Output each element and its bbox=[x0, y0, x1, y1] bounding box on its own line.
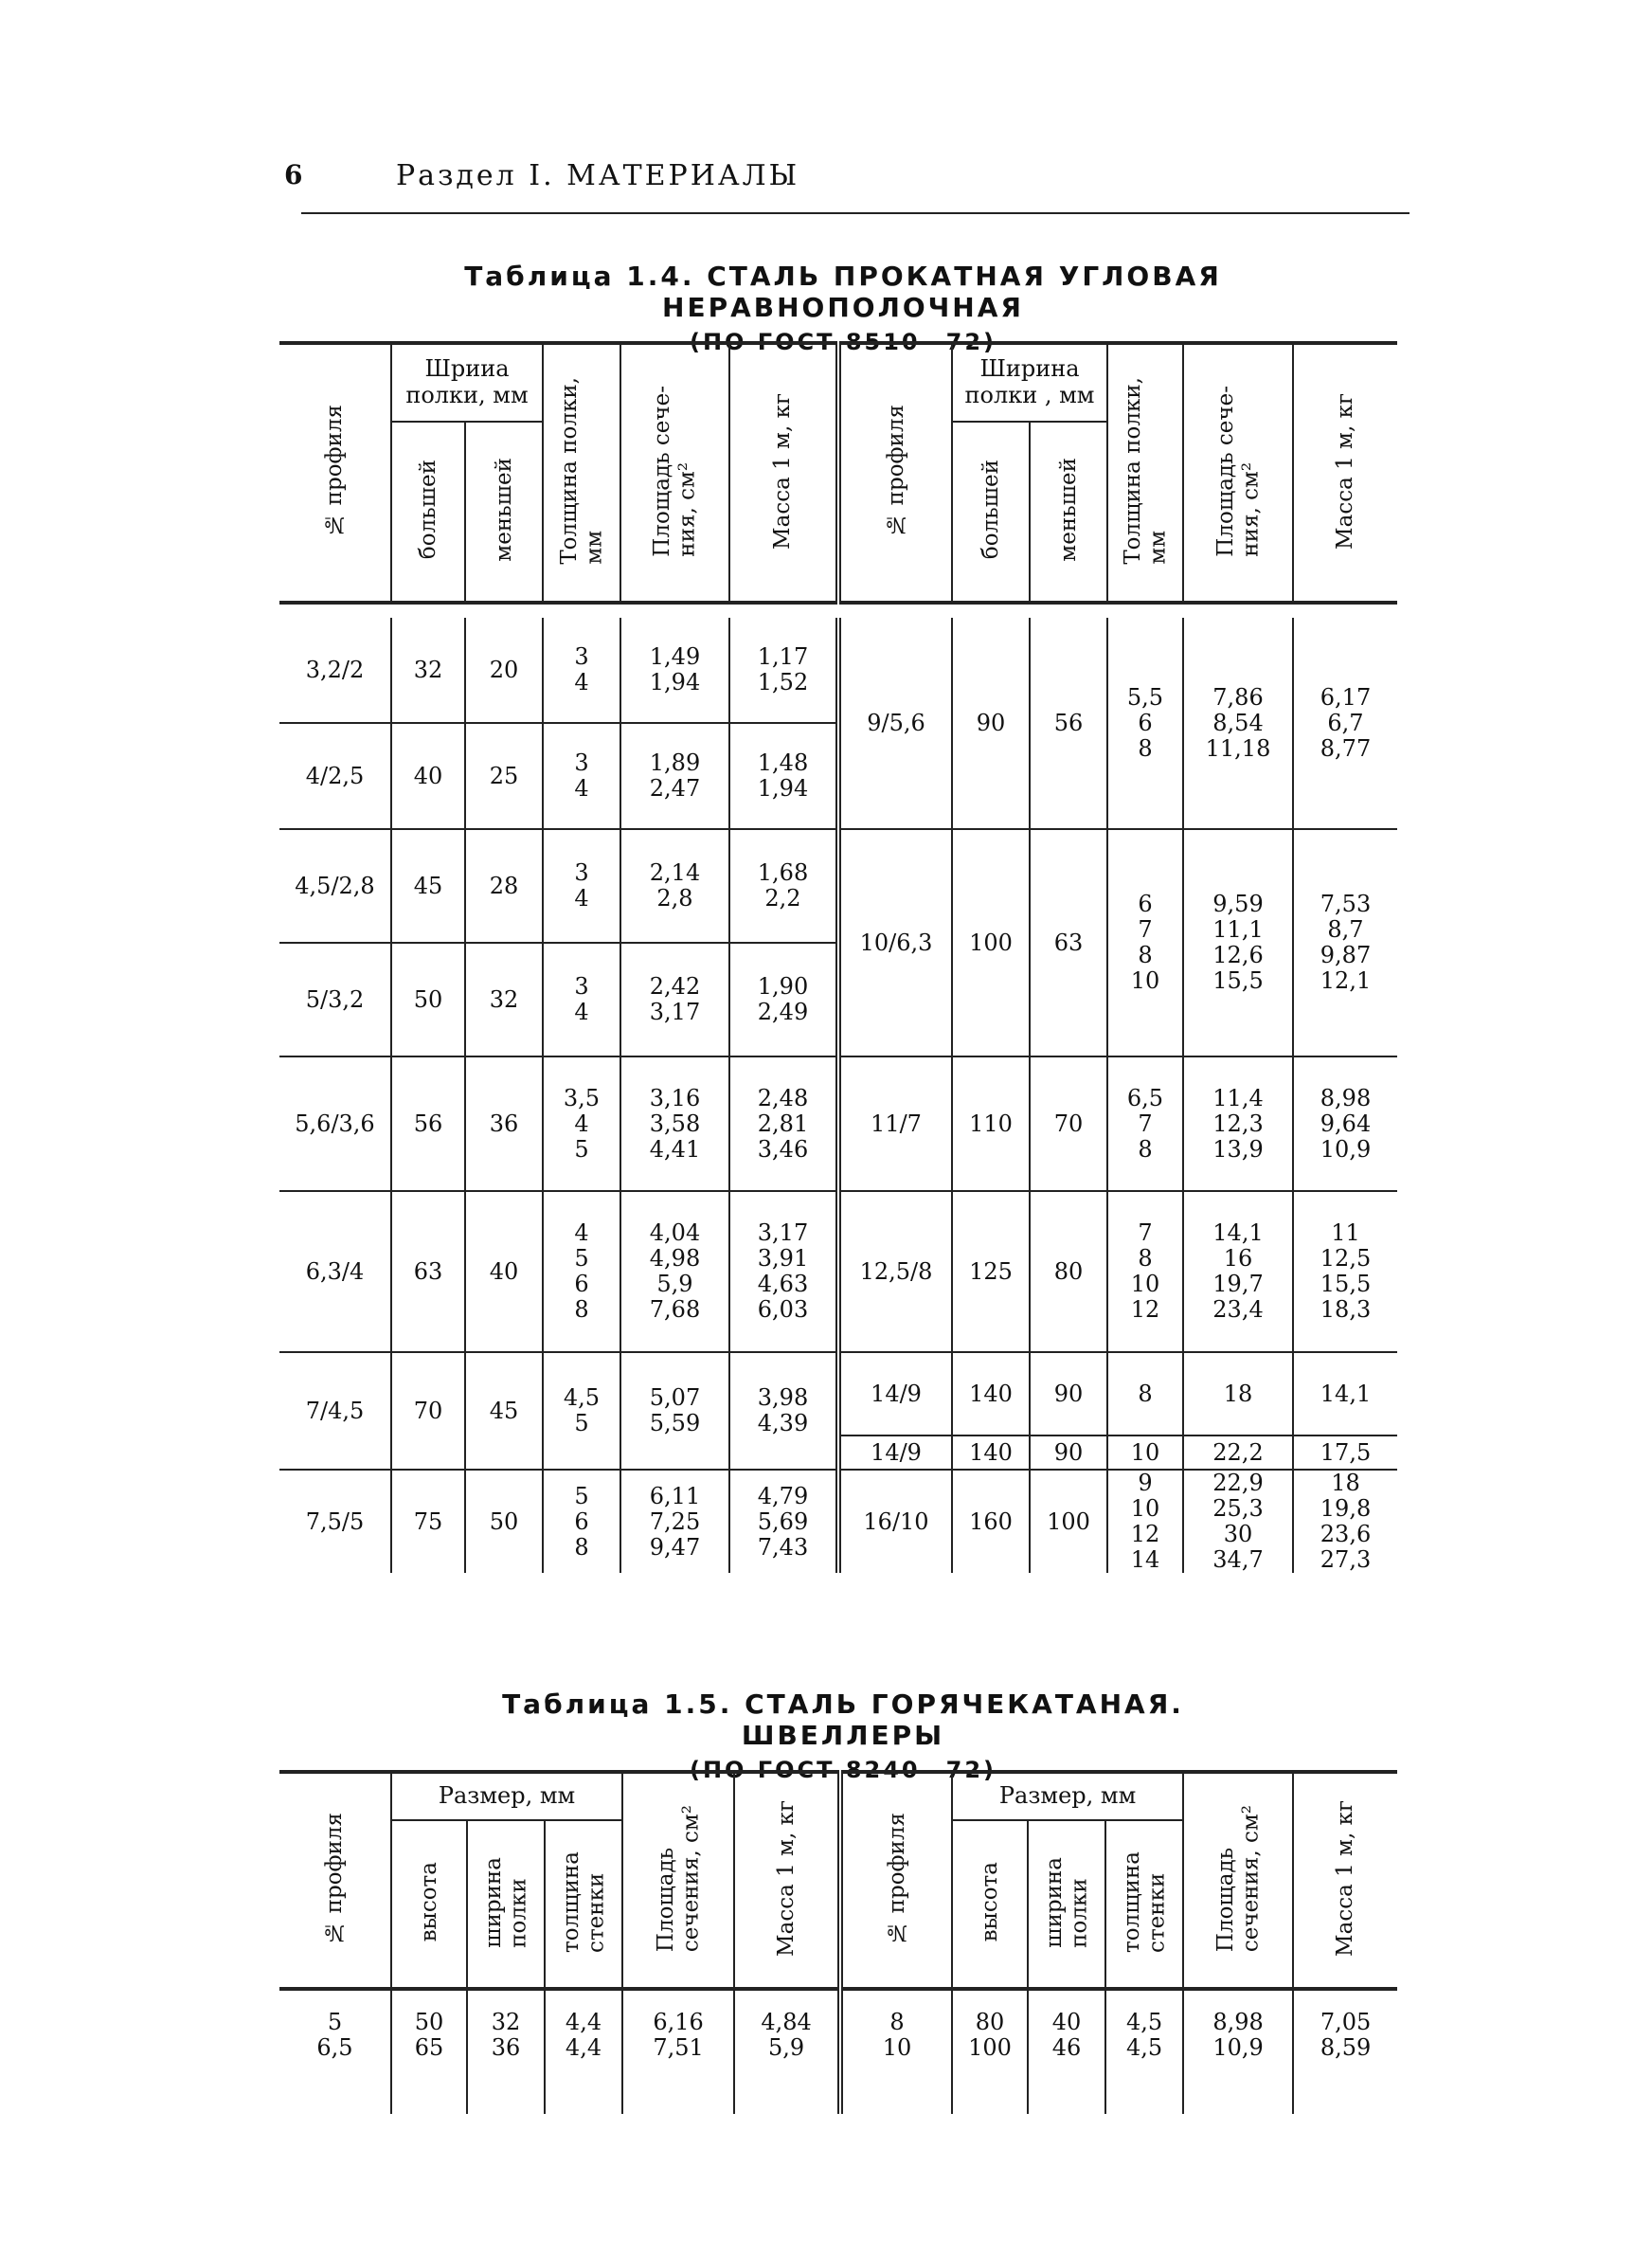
running-title: Раздел I. МАТЕРИАЛЫ bbox=[396, 159, 800, 192]
table-1-5-caption bbox=[417, 1688, 1269, 1783]
t15-header-area-right: Площадь сечения, см² bbox=[1183, 1772, 1293, 1989]
header-rule bbox=[301, 212, 1410, 214]
t15-header-size-right: Размер, мм bbox=[952, 1772, 1183, 1820]
header-mass: Масса 1 м, кг bbox=[729, 343, 838, 603]
t15-header-profile: № профиля bbox=[279, 1772, 391, 1989]
table-1-4-standard: (ПО ГОСТ 8510—72) bbox=[689, 329, 997, 355]
table-1-4 bbox=[279, 341, 1397, 605]
table-row: 3,2/2 32 20 3 4 1,49 1,94 1,17 1,52 9/5,6 90 56 5,5 6 8 7,86 8,54 11,18 6,17 6,7 8,77 bbox=[279, 618, 1397, 723]
table-row: 5 6,5 50 65 32 36 4,4 4,4 6,16 7,51 4,84 5,9 8 10 80 100 40 46 4,5 4,5 8,98 10,9 7,05 8,59 bbox=[279, 1989, 1397, 2114]
header-bigger: большей bbox=[391, 422, 465, 603]
header-width: Шрииа полки, мм bbox=[391, 343, 543, 422]
table-row: 5/3,2 50 32 3 4 2,42 3,17 1,90 2,49 bbox=[279, 943, 1397, 1056]
t15-header-mass-right: Масса 1 м, кг bbox=[1293, 1772, 1397, 1989]
header-smaller: меньшей bbox=[465, 422, 543, 603]
t15-header-flange-right: ширина полки bbox=[1028, 1820, 1105, 1989]
t15-header-area: Площадь сечения, см² bbox=[622, 1772, 734, 1989]
table-row: 6,3/4 63 40 4 5 6 8 4,04 4,98 5,9 7,68 3,17 3,91 4,63 6,03 12,5/8 125 80 7 8 10 12 14,1 16 19,7 23,4 11 12,5 15,5 18,3 bbox=[279, 1191, 1397, 1352]
table-row: 4,5/2,8 45 28 3 4 2,14 2,8 1,68 2,2 10/6,3 100 63 6 7 8 10 9,59 11,1 12,6 15,5 7,53 8,7 9,87 12,1 bbox=[279, 829, 1397, 943]
table-row: 7,5/5 75 50 5 6 8 6,11 7,25 9,47 4,79 5,69 7,43 16/10 160 100 9 10 12 14 22,9 25,3 30 34,7 18 19,8 23,6 27,3 bbox=[279, 1470, 1397, 1573]
t15-header-height: высота bbox=[391, 1820, 467, 1989]
t15-header-mass: Масса 1 м, кг bbox=[734, 1772, 840, 1989]
table-row: 5,6/3,6 56 36 3,5 4 5 3,16 3,58 4,41 2,48 2,81 3,46 11/7 110 70 6,5 7 8 11,4 12,3 13,9 8,98 9,64 10,9 bbox=[279, 1056, 1397, 1191]
t15-header-web-right: толщина стенки bbox=[1105, 1820, 1183, 1989]
header-smaller-right: меньшей bbox=[1030, 422, 1107, 603]
table-1-4-body bbox=[279, 618, 1397, 1573]
header-profile: № профиля bbox=[279, 343, 391, 603]
header-width-right: Ширина полки , мм bbox=[952, 343, 1107, 422]
table-1-5-standard: (ПО ГОСТ 8240—72) bbox=[689, 1757, 997, 1783]
page-number: 6 bbox=[284, 159, 303, 190]
header-area-right: Площадь сече- ния, см² bbox=[1183, 343, 1293, 603]
table-1-4-title: Таблица 1.4. СТАЛЬ ПРОКАТНАЯ УГЛОВАЯ НЕРАВНОПОЛОЧНАЯ bbox=[464, 261, 1222, 323]
table-row: 4/2,5 40 25 3 4 1,89 2,47 1,48 1,94 bbox=[279, 723, 1397, 829]
header-thickness-right: Толщина полки, мм bbox=[1107, 343, 1183, 603]
t15-header-flange: ширина полки bbox=[467, 1820, 545, 1989]
table-1-5 bbox=[279, 1770, 1397, 2114]
t15-header-profile-right: № профиля bbox=[840, 1772, 952, 1989]
header-thickness: Толщина полки, мм bbox=[543, 343, 620, 603]
header-area: Площадь сече- ния, см² bbox=[620, 343, 729, 603]
table-row: 7/4,5 70 45 4,5 5 5,07 5,59 3,98 4,39 14/9 140 90 8 18 14,1 bbox=[279, 1352, 1397, 1435]
table-row: 14/9 140 90 10 22,2 17,5 bbox=[279, 1435, 1397, 1470]
table-1-5-title: Таблица 1.5. СТАЛЬ ГОРЯЧЕКАТАНАЯ. ШВЕЛЛЕРЫ bbox=[502, 1688, 1184, 1751]
header-mass-right: Масса 1 м, кг bbox=[1293, 343, 1397, 603]
header-bigger-right: большей bbox=[952, 422, 1030, 603]
t15-header-web: толщина стенки bbox=[545, 1820, 622, 1989]
header-profile-right: № профиля bbox=[838, 343, 952, 603]
t15-header-height-right: высота bbox=[952, 1820, 1028, 1989]
t15-header-size: Размер, мм bbox=[391, 1772, 622, 1820]
page-header bbox=[284, 159, 1411, 216]
